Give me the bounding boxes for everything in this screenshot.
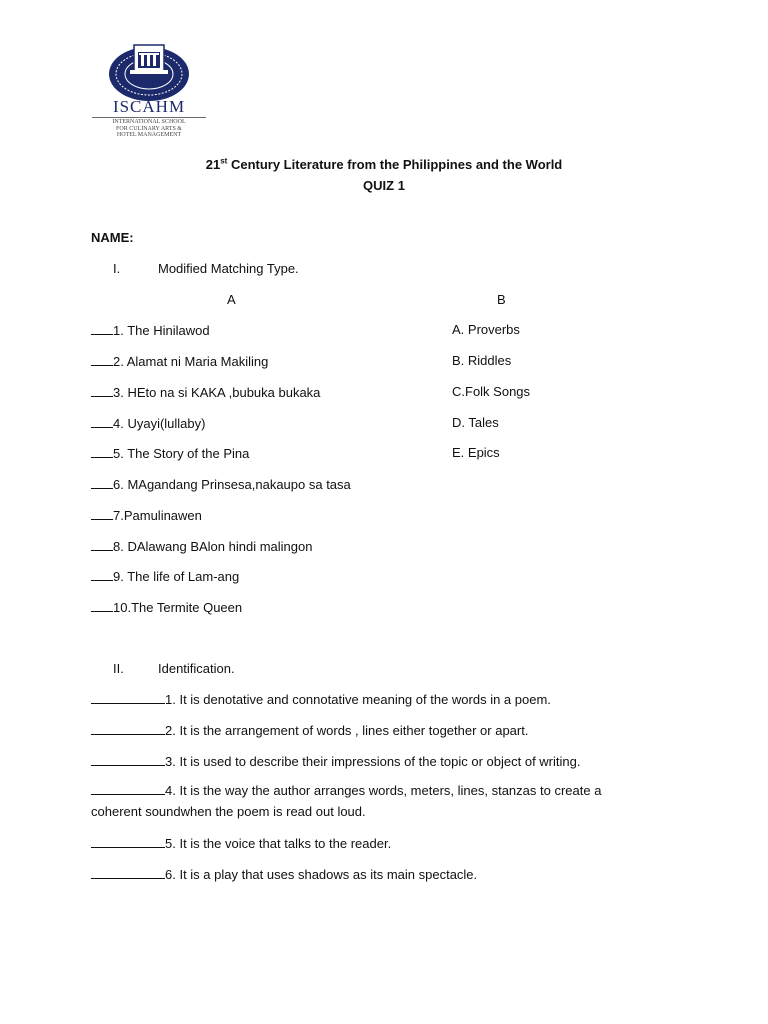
- matching-item-text: 2. Alamat ni Maria Makiling: [113, 354, 269, 369]
- choice-item: A. Proverbs: [452, 322, 520, 337]
- logo-divider: [92, 117, 206, 118]
- logo-subtitle-line: HOTEL MANAGEMENT: [116, 132, 182, 138]
- matching-item: [91, 568, 239, 584]
- answer-blank[interactable]: [91, 415, 113, 428]
- section1-title: Modified Matching Type.: [158, 261, 299, 276]
- matching-item-text: 7.Pamulinawen: [113, 508, 202, 523]
- identification-item: [91, 835, 391, 851]
- answer-blank[interactable]: [91, 866, 165, 879]
- identification-item-text: 3. It is used to describe their impressions of the topic or object of writing.: [165, 754, 581, 769]
- matching-item-text: 8. DAlawang BAlon hindi malingon: [113, 539, 313, 554]
- answer-blank[interactable]: [91, 599, 113, 612]
- matching-item: [91, 322, 210, 338]
- answer-blank[interactable]: [91, 476, 113, 489]
- choice-item: B. Riddles: [452, 353, 512, 368]
- identification-item-text: 2. It is the arrangement of words , lines either together or apart.: [165, 723, 529, 738]
- answer-blank[interactable]: [91, 507, 113, 520]
- answer-blank[interactable]: [91, 835, 165, 848]
- document-title: [0, 157, 768, 172]
- identification-item-text: 5. It is the voice that talks to the reader.: [165, 836, 392, 851]
- section2-number: II.: [113, 661, 124, 676]
- answer-blank[interactable]: [91, 568, 113, 581]
- matching-item: [91, 538, 312, 554]
- answer-blank[interactable]: [91, 722, 165, 735]
- logo-subtitle-line: FOR CULINARY ARTS &: [116, 125, 182, 132]
- choice-item: E. Epics: [452, 445, 500, 460]
- seal-icon: [106, 44, 192, 102]
- matching-item: [91, 507, 202, 523]
- logo-name: ISCAHM: [112, 97, 186, 116]
- identification-item: [91, 866, 477, 882]
- matching-item: [91, 476, 351, 492]
- identification-item-text: 6. It is a play that uses shadows as its main spectacle.: [165, 867, 478, 882]
- answer-blank[interactable]: [91, 384, 113, 397]
- matching-item: [91, 599, 242, 615]
- name-label: NAME:: [91, 230, 134, 245]
- identification-item: [91, 722, 528, 738]
- matching-item-text: 10.The Termite Queen: [113, 600, 243, 615]
- column-a-heading: A: [227, 292, 236, 307]
- identification-item: [91, 691, 551, 707]
- matching-item-text: 6. MAgandang Prinsesa,nakaupo sa tasa: [113, 477, 351, 492]
- identification-item-text: 4. It is the way the author arranges words, meters, lines, stanzas to create a coherent soundwhen the poem is read out loud.: [91, 783, 602, 819]
- quiz-label: QUIZ 1: [363, 178, 405, 193]
- matching-item: [91, 445, 249, 461]
- matching-item: [91, 384, 320, 400]
- answer-blank[interactable]: [91, 753, 165, 766]
- answer-blank[interactable]: [91, 353, 113, 366]
- matching-item-text: 1. The Hinilawod: [113, 323, 210, 338]
- answer-blank[interactable]: [91, 322, 113, 335]
- matching-item-text: 3. HEto na si KAKA ,bubuka bukaka: [113, 385, 321, 400]
- matching-item-text: 4. Uyayi(lullaby): [113, 416, 206, 431]
- section2-title: Identification.: [158, 661, 235, 676]
- column-b-heading: B: [497, 292, 506, 307]
- title-prefix: 21: [205, 157, 221, 172]
- logo-subtitle: [90, 119, 208, 139]
- choice-item: D. Tales: [452, 415, 499, 430]
- identification-item: [91, 753, 580, 769]
- matching-item: [91, 415, 205, 431]
- answer-blank[interactable]: [91, 691, 165, 704]
- identification-item: [91, 780, 651, 822]
- identification-item-text: 1. It is denotative and connotative meaning of the words in a poem.: [165, 692, 551, 707]
- answer-blank[interactable]: [91, 445, 113, 458]
- title-rest: Century Literature from the Philippines and the World: [227, 157, 563, 172]
- title-superscript: st: [220, 156, 228, 166]
- answer-blank[interactable]: [91, 782, 165, 795]
- logo-subtitle-line: INTERNATIONAL SCHOOL: [112, 119, 186, 125]
- matching-item: [91, 353, 268, 369]
- school-logo: [90, 44, 208, 140]
- choice-item: C.Folk Songs: [452, 384, 531, 399]
- matching-item-text: 9. The life of Lam-ang: [113, 569, 240, 584]
- section1-number: I.: [113, 261, 121, 276]
- matching-item-text: 5. The Story of the Pina: [113, 446, 250, 461]
- answer-blank[interactable]: [91, 538, 113, 551]
